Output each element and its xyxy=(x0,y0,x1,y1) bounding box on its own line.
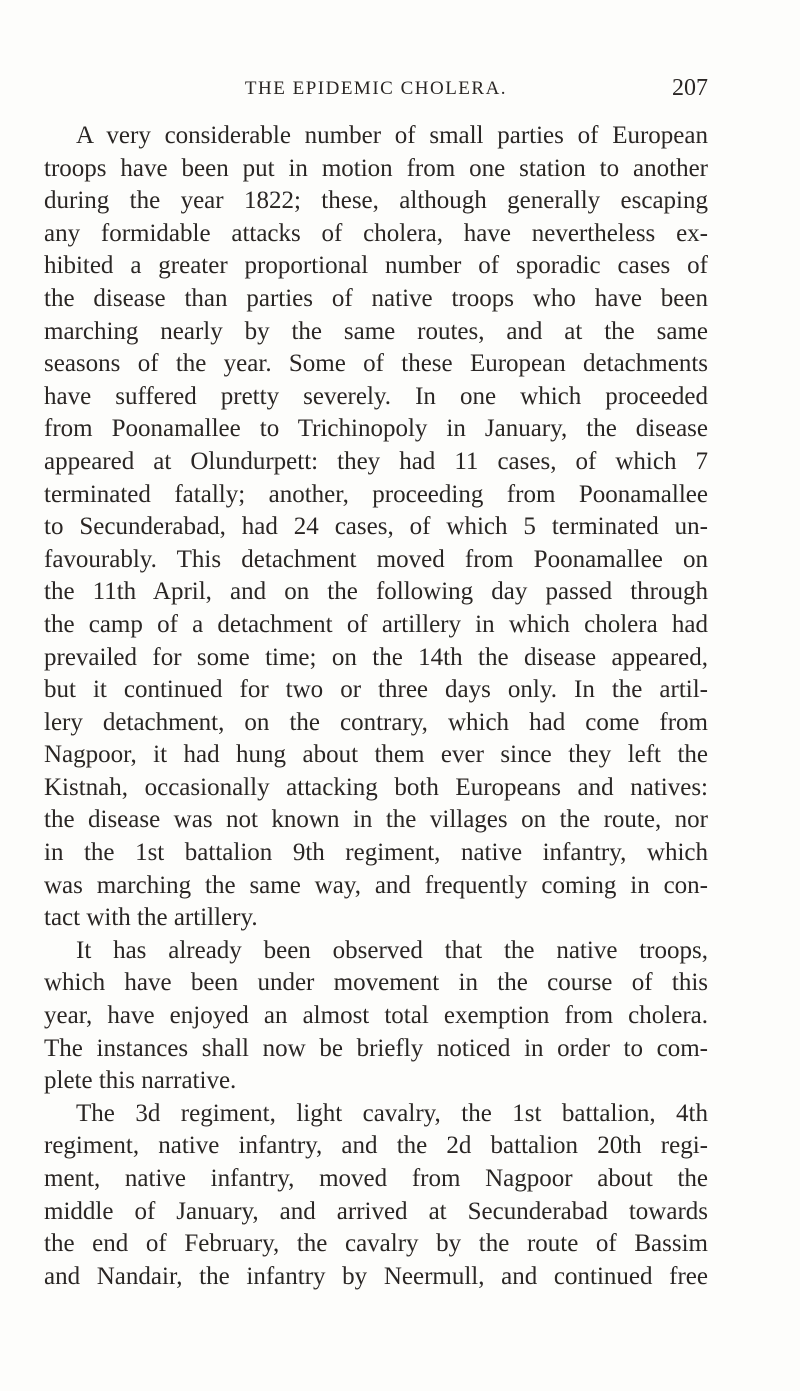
text-line: was marching the same way, and frequently coming in con- xyxy=(44,871,708,899)
text-line: middle of January, and arrived at Secunderabad towards xyxy=(44,1197,708,1225)
text-line: have suffered pretty severely. In one which proceeded xyxy=(44,382,708,410)
text-line: marching nearly by the same routes, and at the same xyxy=(44,317,708,345)
text-line: Nagpoor, it had hung about them ever since they left the xyxy=(44,741,708,769)
text-line: favourably. This detachment moved from Poonamallee on xyxy=(44,545,708,573)
text-line: regiment, native infantry, and the 2d battalion 20th regi- xyxy=(44,1132,708,1160)
text-line: hibited a greater proportional number of sporadic cases of xyxy=(44,252,708,280)
text-line: ment, native infantry, moved from Nagpoor about the xyxy=(44,1165,708,1192)
text-line: during the year 1822; these, although generally escaping xyxy=(44,187,708,215)
text-line: appeared at Olundurpett: they had 11 cases, of which 7 xyxy=(44,447,708,475)
text-line: plete this narrative. xyxy=(44,1067,237,1095)
text-line: The 3d regiment, light cavalry, the 1st battalion, 4th xyxy=(76,1099,708,1127)
text-line: lery detachment, on the contrary, which had come from xyxy=(44,708,708,736)
text-line: the disease than parties of native troops who have been xyxy=(44,284,708,312)
text-line: The instances shall now be briefly noticed in order to com- xyxy=(44,1034,708,1062)
text-line: but it continued for two or three days only. In the artil- xyxy=(44,676,708,704)
text-line: tact with the artillery. xyxy=(44,904,258,932)
text-line: Kistnah, occasionally attacking both Europeans and natives: xyxy=(44,773,708,801)
text-line: It has already been observed that the native troops, xyxy=(76,936,708,964)
text-line: in the 1st battalion 9th regiment, native infantry, which xyxy=(44,839,708,867)
text-line: to Secunderabad, had 24 cases, of which 5 terminated un- xyxy=(44,513,708,541)
text-line: the 11th April, and on the following day passed through xyxy=(44,578,708,606)
text-line: year, have enjoyed an almost total exemption from cholera. xyxy=(44,1002,708,1030)
page-number: 207 xyxy=(672,75,708,101)
text-line: which have been under movement in the course of this xyxy=(44,969,708,997)
text-line: troops have been put in motion from one station to another xyxy=(44,154,708,182)
text-line: from Poonamallee to Trichinopoly in January, the disease xyxy=(44,415,708,443)
text-line: any formidable attacks of cholera, have nevertheless ex- xyxy=(44,219,708,247)
body-text xyxy=(44,120,708,1293)
running-head xyxy=(44,75,708,102)
text-line: the end of February, the cavalry by the route of Bassim xyxy=(44,1230,708,1258)
text-line: prevailed for some time; on the 14th the disease appeared, xyxy=(44,643,708,671)
running-title: THE EPIDEMIC CHOLERA. xyxy=(244,78,508,99)
text-line: the camp of a detachment of artillery in which cholera had xyxy=(44,610,708,638)
text-line: seasons of the year. Some of these European detachments xyxy=(44,350,708,378)
text-line: terminated fatally; another, proceeding from Poonamallee xyxy=(44,480,708,508)
text-line: A very considerable number of small parties of European xyxy=(76,122,708,149)
text-line: and Nandair, the infantry by Neermull, and continued free xyxy=(44,1262,708,1290)
text-line: the disease was not known in the villages on the route, nor xyxy=(44,806,708,834)
